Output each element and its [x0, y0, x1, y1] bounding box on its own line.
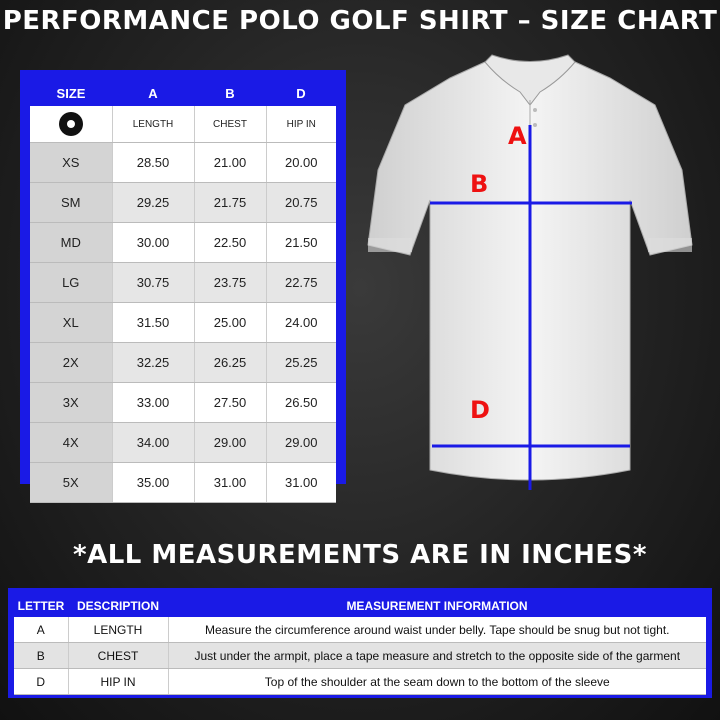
measurement-cell: 25.25	[266, 343, 336, 383]
measurement-cell: 29.25	[112, 183, 194, 223]
measurement-cell: 31.00	[194, 463, 266, 503]
measurement-cell: 21.50	[266, 223, 336, 263]
measurement-cell: 29.00	[266, 423, 336, 463]
measurement-cell: 26.25	[194, 343, 266, 383]
header-measurement-info: MEASUREMENT INFORMATION	[346, 599, 528, 613]
measurement-cell: 22.75	[266, 263, 336, 303]
table-row	[14, 617, 706, 643]
marker-b: B	[470, 170, 489, 198]
table-row	[30, 423, 336, 463]
size-cell: 5X	[30, 463, 112, 503]
size-cell: XS	[30, 143, 112, 183]
table-row	[30, 143, 336, 183]
size-cell: LG	[30, 263, 112, 303]
instruction-cell: Just under the armpit, place a tape measure and stretch to the opposite side of the garment	[168, 643, 706, 669]
header-b: B	[194, 80, 266, 106]
measurement-cell: 29.00	[194, 423, 266, 463]
polo-shirt-diagram	[350, 50, 720, 500]
measurement-cell: 26.50	[266, 383, 336, 423]
table-row	[30, 463, 336, 503]
subheader-length: LENGTH	[112, 106, 194, 143]
marker-a: A	[508, 122, 527, 150]
letter-cell: A	[14, 617, 68, 643]
brand-logo-icon	[30, 106, 112, 143]
measurement-cell: 32.25	[112, 343, 194, 383]
table-row	[30, 303, 336, 343]
header-d: D	[266, 80, 336, 106]
marker-d: D	[470, 396, 490, 424]
table-row	[14, 643, 706, 669]
measurement-cell: 27.50	[194, 383, 266, 423]
table-row	[14, 669, 706, 695]
header-description: DESCRIPTION	[76, 599, 159, 613]
measurement-cell: 24.00	[266, 303, 336, 343]
measurement-cell: 31.50	[112, 303, 194, 343]
instruction-cell: Top of the shoulder at the seam down to the bottom of the sleeve	[168, 669, 706, 695]
units-note: *ALL MEASUREMENTS ARE IN INCHES*	[73, 540, 647, 570]
measurement-cell: 30.00	[112, 223, 194, 263]
size-cell: SM	[30, 183, 112, 223]
measurement-cell: 21.00	[194, 143, 266, 183]
header-letter: LETTER	[17, 599, 65, 613]
measurement-cell: 23.75	[194, 263, 266, 303]
measurement-cell: 30.75	[112, 263, 194, 303]
measurement-cell: 20.00	[266, 143, 336, 183]
measurement-cell: 25.00	[194, 303, 266, 343]
size-cell: 4X	[30, 423, 112, 463]
letter-cell: B	[14, 643, 68, 669]
letter-cell: D	[14, 669, 68, 695]
description-cell: HIP IN	[68, 669, 168, 695]
description-cell: LENGTH	[68, 617, 168, 643]
measurement-cell: 22.50	[194, 223, 266, 263]
header-size: SIZE	[30, 80, 112, 106]
polo-shirt-image	[350, 50, 720, 500]
header-a: A	[112, 80, 194, 106]
page-title: PERFORMANCE POLO GOLF SHIRT – SIZE CHART	[2, 6, 718, 36]
table-row	[30, 343, 336, 383]
measurement-cell: 28.50	[112, 143, 194, 183]
description-cell: CHEST	[68, 643, 168, 669]
measurement-cell: 21.75	[194, 183, 266, 223]
measurement-cell: 34.00	[112, 423, 194, 463]
measurement-cell: 20.75	[266, 183, 336, 223]
size-cell: 3X	[30, 383, 112, 423]
instruction-cell: Measure the circumference around waist under belly. Tape should be snug but not tight.	[168, 617, 706, 643]
measurement-cell: 31.00	[266, 463, 336, 503]
size-cell: MD	[30, 223, 112, 263]
subheader-chest: CHEST	[194, 106, 266, 143]
table-row	[30, 183, 336, 223]
size-cell: 2X	[30, 343, 112, 383]
table-row	[30, 383, 336, 423]
measurement-cell: 33.00	[112, 383, 194, 423]
table-row	[30, 263, 336, 303]
size-cell: XL	[30, 303, 112, 343]
measurement-cell: 35.00	[112, 463, 194, 503]
subheader-hip: HIP IN	[266, 106, 336, 143]
table-row	[30, 223, 336, 263]
size-chart-table	[20, 70, 346, 490]
measurement-info-table	[8, 588, 712, 698]
